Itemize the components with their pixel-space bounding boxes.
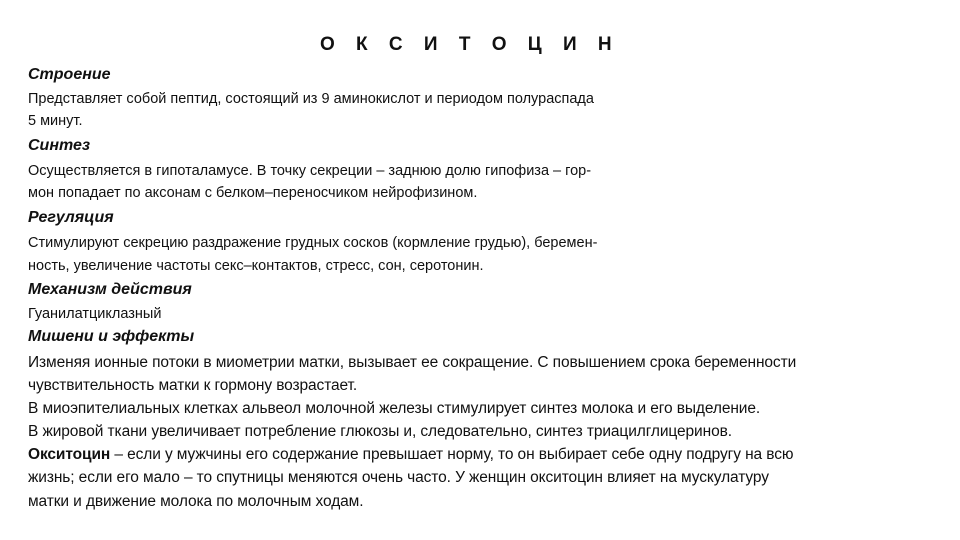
- structure-line-2: 5 минут.: [28, 113, 83, 129]
- structure-line-1: Представляет собой пептид, состоящий из 9 аминокислот и периодом полураспада: [28, 91, 594, 107]
- heading-targets: Мишени и эффекты: [28, 328, 195, 345]
- targets-line-1: Изменяя ионные потоки в миометрии матки, вызывает ее сокращение. С повышением срока беременности: [28, 354, 797, 371]
- note-line-3: матки и движение молока по молочным ходам.: [28, 493, 364, 510]
- synthesis-line-1: Осуществляется в гипоталамусе. В точку секреции – заднюю долю гипофиза – гор-: [28, 163, 592, 179]
- targets-line-4: В жировой ткани увеличивает потребление глюкозы и, следовательно, синтез триацилглицеринов.: [28, 423, 732, 440]
- targets-line-3: В миоэпителиальных клетках альвеол молочной железы стимулирует синтез молока и его выделение.: [28, 400, 761, 417]
- note-line-1: [28, 446, 793, 464]
- note-line-2: жизнь; если его мало – то спутницы меняются очень часто. У женщин окситоцин влияет на мускулатуру: [28, 469, 769, 486]
- heading-mechanism: Механизм действия: [28, 281, 192, 298]
- page-title: О К С И Т О Ц И Н: [320, 34, 620, 55]
- heading-structure: Строение: [28, 66, 111, 83]
- note-highlight: Окситоцин: [28, 446, 111, 463]
- regulation-line-2: ность, увеличение частоты секс–контактов, стресс, сон, серотонин.: [28, 258, 484, 274]
- mechanism-line-1: Гуанилатциклазный: [28, 306, 162, 322]
- heading-synthesis: Синтез: [28, 137, 91, 154]
- regulation-line-1: Стимулируют секрецию раздражение грудных сосков (кормление грудью), беремен-: [28, 235, 598, 251]
- targets-line-2: чувствительность матки к гормону возрастает.: [28, 377, 358, 394]
- heading-regulation: Регуляция: [28, 209, 114, 226]
- note-line-1-rest: – если у мужчины его содержание превышает норму, то он выбирает себе одну подругу на всю: [110, 446, 794, 463]
- synthesis-line-2: мон попадает по аксонам с белком–переносчиком нейрофизином.: [28, 185, 478, 201]
